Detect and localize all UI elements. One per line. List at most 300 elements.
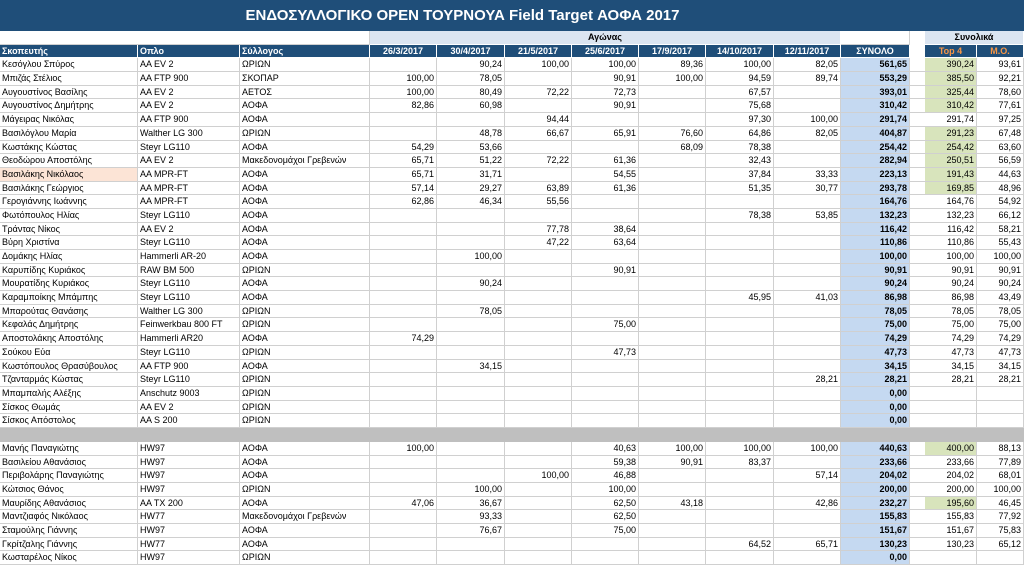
score-cell[interactable]: 93,33	[437, 510, 505, 524]
score-cell[interactable]	[774, 510, 841, 524]
score-cell[interactable]	[437, 209, 505, 223]
weapon-cell[interactable]: Steyr LG110	[138, 236, 240, 250]
score-cell[interactable]	[639, 113, 706, 127]
score-cell[interactable]	[505, 456, 572, 470]
score-cell[interactable]	[370, 456, 437, 470]
score-cell[interactable]: 61,36	[572, 182, 639, 196]
header-weapon[interactable]: Οπλο	[138, 45, 240, 59]
score-cell[interactable]: 83,37	[706, 456, 774, 470]
total-cell[interactable]: 110,86	[841, 236, 910, 250]
score-cell[interactable]	[505, 277, 572, 291]
total-cell[interactable]: 293,78	[841, 182, 910, 196]
score-cell[interactable]	[639, 86, 706, 100]
score-cell[interactable]	[706, 373, 774, 387]
avg-cell[interactable]: 65,12	[977, 538, 1024, 552]
total-cell[interactable]: 116,42	[841, 223, 910, 237]
score-cell[interactable]: 89,74	[774, 72, 841, 86]
total-cell[interactable]: 130,23	[841, 538, 910, 552]
club-cell[interactable]: ΑΕΤΟΣ	[240, 86, 370, 100]
score-cell[interactable]	[639, 551, 706, 565]
score-cell[interactable]	[639, 524, 706, 538]
shooter-cell[interactable]: Σούκου Εύα	[0, 346, 138, 360]
score-cell[interactable]	[370, 209, 437, 223]
weapon-cell[interactable]: AA EV 2	[138, 58, 240, 72]
score-cell[interactable]	[572, 401, 639, 415]
total-cell[interactable]: 0,00	[841, 414, 910, 428]
score-cell[interactable]: 76,67	[437, 524, 505, 538]
score-cell[interactable]: 75,00	[572, 524, 639, 538]
score-cell[interactable]	[774, 277, 841, 291]
score-cell[interactable]: 51,22	[437, 154, 505, 168]
avg-cell[interactable]: 75,00	[977, 318, 1024, 332]
shooter-cell[interactable]: Σταμούλης Γιάννης	[0, 524, 138, 538]
score-cell[interactable]	[437, 113, 505, 127]
club-cell[interactable]: ΑΟΦΑ	[240, 223, 370, 237]
avg-cell[interactable]: 28,21	[977, 373, 1024, 387]
avg-cell[interactable]: 34,15	[977, 360, 1024, 374]
avg-cell[interactable]: 43,49	[977, 291, 1024, 305]
weapon-cell[interactable]: AA EV 2	[138, 223, 240, 237]
score-cell[interactable]: 100,00	[505, 469, 572, 483]
score-cell[interactable]: 75,00	[572, 318, 639, 332]
score-cell[interactable]	[505, 72, 572, 86]
score-cell[interactable]	[437, 387, 505, 401]
club-cell[interactable]: Μακεδονομάχοι Γρεβενών	[240, 510, 370, 524]
club-cell[interactable]: ΩΡΙΩΝ	[240, 483, 370, 497]
club-cell[interactable]: ΩΡΙΩΝ	[240, 318, 370, 332]
club-cell[interactable]: ΑΟΦΑ	[240, 538, 370, 552]
score-cell[interactable]	[505, 332, 572, 346]
top4-cell[interactable]: 90,91	[925, 264, 977, 278]
weapon-cell[interactable]: AA EV 2	[138, 86, 240, 100]
score-cell[interactable]	[639, 209, 706, 223]
score-cell[interactable]	[706, 387, 774, 401]
score-cell[interactable]: 53,85	[774, 209, 841, 223]
top4-cell[interactable]: 310,42	[925, 99, 977, 113]
top4-cell[interactable]: 155,83	[925, 510, 977, 524]
weapon-cell[interactable]: Walther LG 300	[138, 127, 240, 141]
top4-cell[interactable]: 116,42	[925, 223, 977, 237]
score-cell[interactable]	[505, 168, 572, 182]
score-cell[interactable]: 72,73	[572, 86, 639, 100]
shooter-cell[interactable]: Βασιλάκης Γεώργιος	[0, 182, 138, 196]
avg-cell[interactable]: 58,21	[977, 223, 1024, 237]
shooter-cell[interactable]: Αυγουστίνος Δημήτρης	[0, 99, 138, 113]
weapon-cell[interactable]: HW97	[138, 456, 240, 470]
score-cell[interactable]	[505, 250, 572, 264]
score-cell[interactable]	[505, 387, 572, 401]
score-cell[interactable]	[370, 551, 437, 565]
shooter-cell[interactable]: Βασιλάκης Νικόλαος	[0, 168, 138, 182]
score-cell[interactable]	[774, 483, 841, 497]
score-cell[interactable]	[706, 497, 774, 511]
score-cell[interactable]: 51,35	[706, 182, 774, 196]
score-cell[interactable]	[437, 332, 505, 346]
score-cell[interactable]	[370, 360, 437, 374]
club-cell[interactable]: ΩΡΙΩΝ	[240, 373, 370, 387]
top4-cell[interactable]: 254,42	[925, 141, 977, 155]
score-cell[interactable]	[370, 318, 437, 332]
score-cell[interactable]: 32,43	[706, 154, 774, 168]
score-cell[interactable]	[505, 483, 572, 497]
score-cell[interactable]: 57,14	[774, 469, 841, 483]
club-cell[interactable]: ΑΟΦΑ	[240, 332, 370, 346]
score-cell[interactable]	[572, 141, 639, 155]
total-cell[interactable]: 200,00	[841, 483, 910, 497]
shooter-cell[interactable]: Κεσόγλου Σπύρος	[0, 58, 138, 72]
avg-cell[interactable]: 90,91	[977, 264, 1024, 278]
weapon-cell[interactable]: AA TX 200	[138, 497, 240, 511]
top4-cell[interactable]: 90,24	[925, 277, 977, 291]
score-cell[interactable]: 78,38	[706, 141, 774, 155]
score-cell[interactable]	[706, 332, 774, 346]
shooter-cell[interactable]: Βασιλόγλου Μαρία	[0, 127, 138, 141]
total-cell[interactable]: 47,73	[841, 346, 910, 360]
score-cell[interactable]: 65,91	[572, 127, 639, 141]
score-cell[interactable]: 72,22	[505, 154, 572, 168]
club-cell[interactable]: ΑΟΦΑ	[240, 99, 370, 113]
shooter-cell[interactable]: Σίσκος Απόστολος	[0, 414, 138, 428]
score-cell[interactable]	[639, 401, 706, 415]
score-cell[interactable]	[505, 510, 572, 524]
score-cell[interactable]	[505, 264, 572, 278]
weapon-cell[interactable]: AA EV 2	[138, 154, 240, 168]
avg-cell[interactable]: 44,63	[977, 168, 1024, 182]
shooter-cell[interactable]: Δομάκης Ηλίας	[0, 250, 138, 264]
top4-cell[interactable]: 191,43	[925, 168, 977, 182]
club-cell[interactable]: ΑΟΦΑ	[240, 236, 370, 250]
score-cell[interactable]	[774, 551, 841, 565]
score-cell[interactable]	[572, 551, 639, 565]
total-cell[interactable]: 310,42	[841, 99, 910, 113]
club-cell[interactable]: ΩΡΙΩΝ	[240, 551, 370, 565]
score-cell[interactable]	[370, 524, 437, 538]
score-cell[interactable]	[572, 209, 639, 223]
score-cell[interactable]	[505, 209, 572, 223]
top4-cell[interactable]: 132,23	[925, 209, 977, 223]
score-cell[interactable]	[572, 113, 639, 127]
top4-cell[interactable]: 385,50	[925, 72, 977, 86]
club-cell[interactable]: ΑΟΦΑ	[240, 469, 370, 483]
score-cell[interactable]	[774, 346, 841, 360]
score-cell[interactable]	[639, 236, 706, 250]
total-cell[interactable]: 100,00	[841, 250, 910, 264]
total-cell[interactable]: 0,00	[841, 551, 910, 565]
shooter-cell[interactable]: Τζανταρμάς Κώστας	[0, 373, 138, 387]
club-cell[interactable]: Μακεδονομάχοι Γρεβενών	[240, 154, 370, 168]
score-cell[interactable]	[370, 277, 437, 291]
avg-cell[interactable]: 68,01	[977, 469, 1024, 483]
shooter-cell[interactable]: Φωτόπουλος Ηλίας	[0, 209, 138, 223]
score-cell[interactable]: 60,98	[437, 99, 505, 113]
score-cell[interactable]: 65,71	[774, 538, 841, 552]
total-cell[interactable]: 393,01	[841, 86, 910, 100]
weapon-cell[interactable]: Anschutz 9003	[138, 387, 240, 401]
score-cell[interactable]	[706, 551, 774, 565]
score-cell[interactable]	[370, 538, 437, 552]
weapon-cell[interactable]: AA MPR-FT	[138, 168, 240, 182]
weapon-cell[interactable]: AA FTP 900	[138, 360, 240, 374]
score-cell[interactable]	[774, 318, 841, 332]
avg-cell[interactable]: 77,92	[977, 510, 1024, 524]
score-cell[interactable]: 62,50	[572, 510, 639, 524]
weapon-cell[interactable]: HW97	[138, 469, 240, 483]
club-cell[interactable]: ΑΟΦΑ	[240, 141, 370, 155]
top4-cell[interactable]: 34,15	[925, 360, 977, 374]
score-cell[interactable]: 37,84	[706, 168, 774, 182]
shooter-cell[interactable]: Μανής Παναγιώτης	[0, 442, 138, 456]
total-cell[interactable]: 132,23	[841, 209, 910, 223]
score-cell[interactable]: 100,00	[370, 86, 437, 100]
score-cell[interactable]	[706, 236, 774, 250]
score-cell[interactable]	[437, 346, 505, 360]
score-cell[interactable]	[639, 277, 706, 291]
shooter-cell[interactable]: Αυγουστίνος Βασίλης	[0, 86, 138, 100]
score-cell[interactable]: 64,52	[706, 538, 774, 552]
score-cell[interactable]	[505, 305, 572, 319]
score-cell[interactable]	[437, 469, 505, 483]
top4-cell[interactable]: 74,29	[925, 332, 977, 346]
avg-cell[interactable]: 100,00	[977, 250, 1024, 264]
score-cell[interactable]: 53,66	[437, 141, 505, 155]
score-cell[interactable]	[774, 250, 841, 264]
weapon-cell[interactable]: HW97	[138, 442, 240, 456]
header-date-5[interactable]: 17/9/2017	[639, 45, 706, 59]
avg-cell[interactable]: 78,05	[977, 305, 1024, 319]
score-cell[interactable]: 100,00	[774, 113, 841, 127]
score-cell[interactable]	[774, 360, 841, 374]
shooter-cell[interactable]: Κεφαλάς Δημήτρης	[0, 318, 138, 332]
score-cell[interactable]	[505, 442, 572, 456]
shooter-cell[interactable]: Μπιζάς Στέλιος	[0, 72, 138, 86]
score-cell[interactable]	[370, 469, 437, 483]
score-cell[interactable]: 34,15	[437, 360, 505, 374]
total-cell[interactable]: 233,66	[841, 456, 910, 470]
score-cell[interactable]	[639, 510, 706, 524]
avg-cell[interactable]: 54,92	[977, 195, 1024, 209]
score-cell[interactable]: 90,24	[437, 277, 505, 291]
score-cell[interactable]: 100,00	[505, 58, 572, 72]
weapon-cell[interactable]: HW97	[138, 524, 240, 538]
total-cell[interactable]: 254,42	[841, 141, 910, 155]
score-cell[interactable]: 38,64	[572, 223, 639, 237]
header-club[interactable]: Σύλλογος	[240, 45, 370, 59]
score-cell[interactable]	[639, 154, 706, 168]
top4-cell[interactable]: 291,74	[925, 113, 977, 127]
score-cell[interactable]: 100,00	[437, 483, 505, 497]
score-cell[interactable]	[639, 387, 706, 401]
top4-cell[interactable]: 400,00	[925, 442, 977, 456]
score-cell[interactable]	[639, 483, 706, 497]
avg-cell[interactable]: 74,29	[977, 332, 1024, 346]
score-cell[interactable]: 90,24	[437, 58, 505, 72]
score-cell[interactable]: 78,05	[437, 72, 505, 86]
top4-cell[interactable]: 204,02	[925, 469, 977, 483]
weapon-cell[interactable]: AA FTP 900	[138, 72, 240, 86]
score-cell[interactable]	[370, 236, 437, 250]
top4-cell[interactable]: 195,60	[925, 497, 977, 511]
total-cell[interactable]: 90,91	[841, 264, 910, 278]
shooter-cell[interactable]: Αποστολάκης Αποστόλης	[0, 332, 138, 346]
score-cell[interactable]	[706, 277, 774, 291]
total-cell[interactable]: 0,00	[841, 401, 910, 415]
total-cell[interactable]: 155,83	[841, 510, 910, 524]
score-cell[interactable]: 100,00	[774, 442, 841, 456]
total-cell[interactable]: 553,29	[841, 72, 910, 86]
score-cell[interactable]: 90,91	[639, 456, 706, 470]
total-cell[interactable]: 74,29	[841, 332, 910, 346]
score-cell[interactable]	[774, 99, 841, 113]
weapon-cell[interactable]: Steyr LG110	[138, 209, 240, 223]
score-cell[interactable]: 68,09	[639, 141, 706, 155]
total-cell[interactable]: 164,76	[841, 195, 910, 209]
club-cell[interactable]: ΑΟΦΑ	[240, 195, 370, 209]
club-cell[interactable]: ΑΟΦΑ	[240, 442, 370, 456]
score-cell[interactable]: 63,89	[505, 182, 572, 196]
score-cell[interactable]	[437, 456, 505, 470]
score-cell[interactable]	[774, 387, 841, 401]
shooter-cell[interactable]: Κωστόπουλος Θρασύβουλος	[0, 360, 138, 374]
score-cell[interactable]: 65,71	[370, 168, 437, 182]
score-cell[interactable]: 54,29	[370, 141, 437, 155]
shooter-cell[interactable]: Κώτσιος Θάνος	[0, 483, 138, 497]
shooter-cell[interactable]: Κωστάκης Κώστας	[0, 141, 138, 155]
club-cell[interactable]: ΑΟΦΑ	[240, 291, 370, 305]
header-total[interactable]: ΣΥΝΟΛΟ	[841, 45, 910, 59]
weapon-cell[interactable]: Steyr LG110	[138, 346, 240, 360]
avg-cell[interactable]: 55,43	[977, 236, 1024, 250]
header-shooter[interactable]: Σκοπευτής	[0, 45, 138, 59]
score-cell[interactable]	[370, 387, 437, 401]
header-date-4[interactable]: 25/6/2017	[572, 45, 639, 59]
weapon-cell[interactable]: AA S 200	[138, 414, 240, 428]
score-cell[interactable]	[774, 195, 841, 209]
weapon-cell[interactable]: AA EV 2	[138, 99, 240, 113]
score-cell[interactable]: 61,36	[572, 154, 639, 168]
shooter-cell[interactable]: Βασιλείου Αθανάσιος	[0, 456, 138, 470]
weapon-cell[interactable]: HW97	[138, 483, 240, 497]
header-avg[interactable]: M.O.	[977, 45, 1024, 59]
score-cell[interactable]	[370, 127, 437, 141]
score-cell[interactable]	[639, 360, 706, 374]
shooter-cell[interactable]: Καραμποίκης Μπάμπης	[0, 291, 138, 305]
weapon-cell[interactable]: Hammerli AR20	[138, 332, 240, 346]
club-cell[interactable]: ΑΟΦΑ	[240, 113, 370, 127]
avg-cell[interactable]: 46,45	[977, 497, 1024, 511]
weapon-cell[interactable]: AA EV 2	[138, 401, 240, 415]
score-cell[interactable]	[505, 99, 572, 113]
weapon-cell[interactable]: RAW BM 500	[138, 264, 240, 278]
avg-cell[interactable]	[977, 551, 1024, 565]
top4-cell[interactable]: 78,05	[925, 305, 977, 319]
score-cell[interactable]	[370, 401, 437, 415]
club-cell[interactable]: ΣΚΟΠΑΡ	[240, 72, 370, 86]
score-cell[interactable]	[572, 291, 639, 305]
total-cell[interactable]: 34,15	[841, 360, 910, 374]
club-cell[interactable]: ΩΡΙΩΝ	[240, 414, 370, 428]
score-cell[interactable]: 97,30	[706, 113, 774, 127]
club-cell[interactable]: ΑΟΦΑ	[240, 360, 370, 374]
total-cell[interactable]: 78,05	[841, 305, 910, 319]
total-cell[interactable]: 28,21	[841, 373, 910, 387]
top4-cell[interactable]	[925, 414, 977, 428]
club-cell[interactable]: ΑΟΦΑ	[240, 456, 370, 470]
score-cell[interactable]	[370, 250, 437, 264]
top4-cell[interactable]: 390,24	[925, 58, 977, 72]
score-cell[interactable]	[706, 483, 774, 497]
score-cell[interactable]	[572, 538, 639, 552]
total-cell[interactable]: 282,94	[841, 154, 910, 168]
total-cell[interactable]: 86,98	[841, 291, 910, 305]
score-cell[interactable]: 55,56	[505, 195, 572, 209]
total-cell[interactable]: 151,67	[841, 524, 910, 538]
avg-cell[interactable]: 77,89	[977, 456, 1024, 470]
shooter-cell[interactable]: Βύρη Χριστίνα	[0, 236, 138, 250]
score-cell[interactable]: 78,38	[706, 209, 774, 223]
score-cell[interactable]	[437, 318, 505, 332]
score-cell[interactable]: 67,57	[706, 86, 774, 100]
club-cell[interactable]: ΑΟΦΑ	[240, 250, 370, 264]
score-cell[interactable]: 90,91	[572, 72, 639, 86]
shooter-cell[interactable]: Περιβολάρης Παναγιώτης	[0, 469, 138, 483]
score-cell[interactable]: 94,59	[706, 72, 774, 86]
score-cell[interactable]	[572, 250, 639, 264]
score-cell[interactable]: 100,00	[706, 58, 774, 72]
avg-cell[interactable]: 97,25	[977, 113, 1024, 127]
score-cell[interactable]	[706, 305, 774, 319]
score-cell[interactable]	[774, 236, 841, 250]
top4-cell[interactable]: 28,21	[925, 373, 977, 387]
club-cell[interactable]: ΩΡΙΩΝ	[240, 346, 370, 360]
score-cell[interactable]	[572, 195, 639, 209]
total-cell[interactable]: 204,02	[841, 469, 910, 483]
score-cell[interactable]	[370, 510, 437, 524]
weapon-cell[interactable]: Hammerli AR-20	[138, 250, 240, 264]
score-cell[interactable]	[370, 58, 437, 72]
score-cell[interactable]	[639, 182, 706, 196]
top4-cell[interactable]: 110,86	[925, 236, 977, 250]
avg-cell[interactable]: 78,60	[977, 86, 1024, 100]
score-cell[interactable]: 72,22	[505, 86, 572, 100]
score-cell[interactable]	[437, 442, 505, 456]
score-cell[interactable]	[505, 373, 572, 387]
score-cell[interactable]: 41,03	[774, 291, 841, 305]
score-cell[interactable]	[706, 524, 774, 538]
score-cell[interactable]	[706, 195, 774, 209]
avg-cell[interactable]: 63,60	[977, 141, 1024, 155]
total-cell[interactable]: 561,65	[841, 58, 910, 72]
score-cell[interactable]	[370, 291, 437, 305]
score-cell[interactable]: 54,55	[572, 168, 639, 182]
score-cell[interactable]	[774, 414, 841, 428]
score-cell[interactable]	[572, 414, 639, 428]
score-cell[interactable]	[774, 456, 841, 470]
score-cell[interactable]: 90,91	[572, 99, 639, 113]
score-cell[interactable]	[706, 250, 774, 264]
header-top4[interactable]: Top 4	[925, 45, 977, 59]
shooter-cell[interactable]: Σίσκος Θωμάς	[0, 401, 138, 415]
score-cell[interactable]: 33,33	[774, 168, 841, 182]
club-cell[interactable]: ΩΡΙΩΝ	[240, 127, 370, 141]
top4-cell[interactable]	[925, 551, 977, 565]
score-cell[interactable]	[639, 291, 706, 305]
score-cell[interactable]	[370, 264, 437, 278]
score-cell[interactable]	[706, 264, 774, 278]
score-cell[interactable]	[505, 401, 572, 415]
weapon-cell[interactable]: Steyr LG110	[138, 141, 240, 155]
top4-cell[interactable]: 164,76	[925, 195, 977, 209]
score-cell[interactable]	[437, 414, 505, 428]
